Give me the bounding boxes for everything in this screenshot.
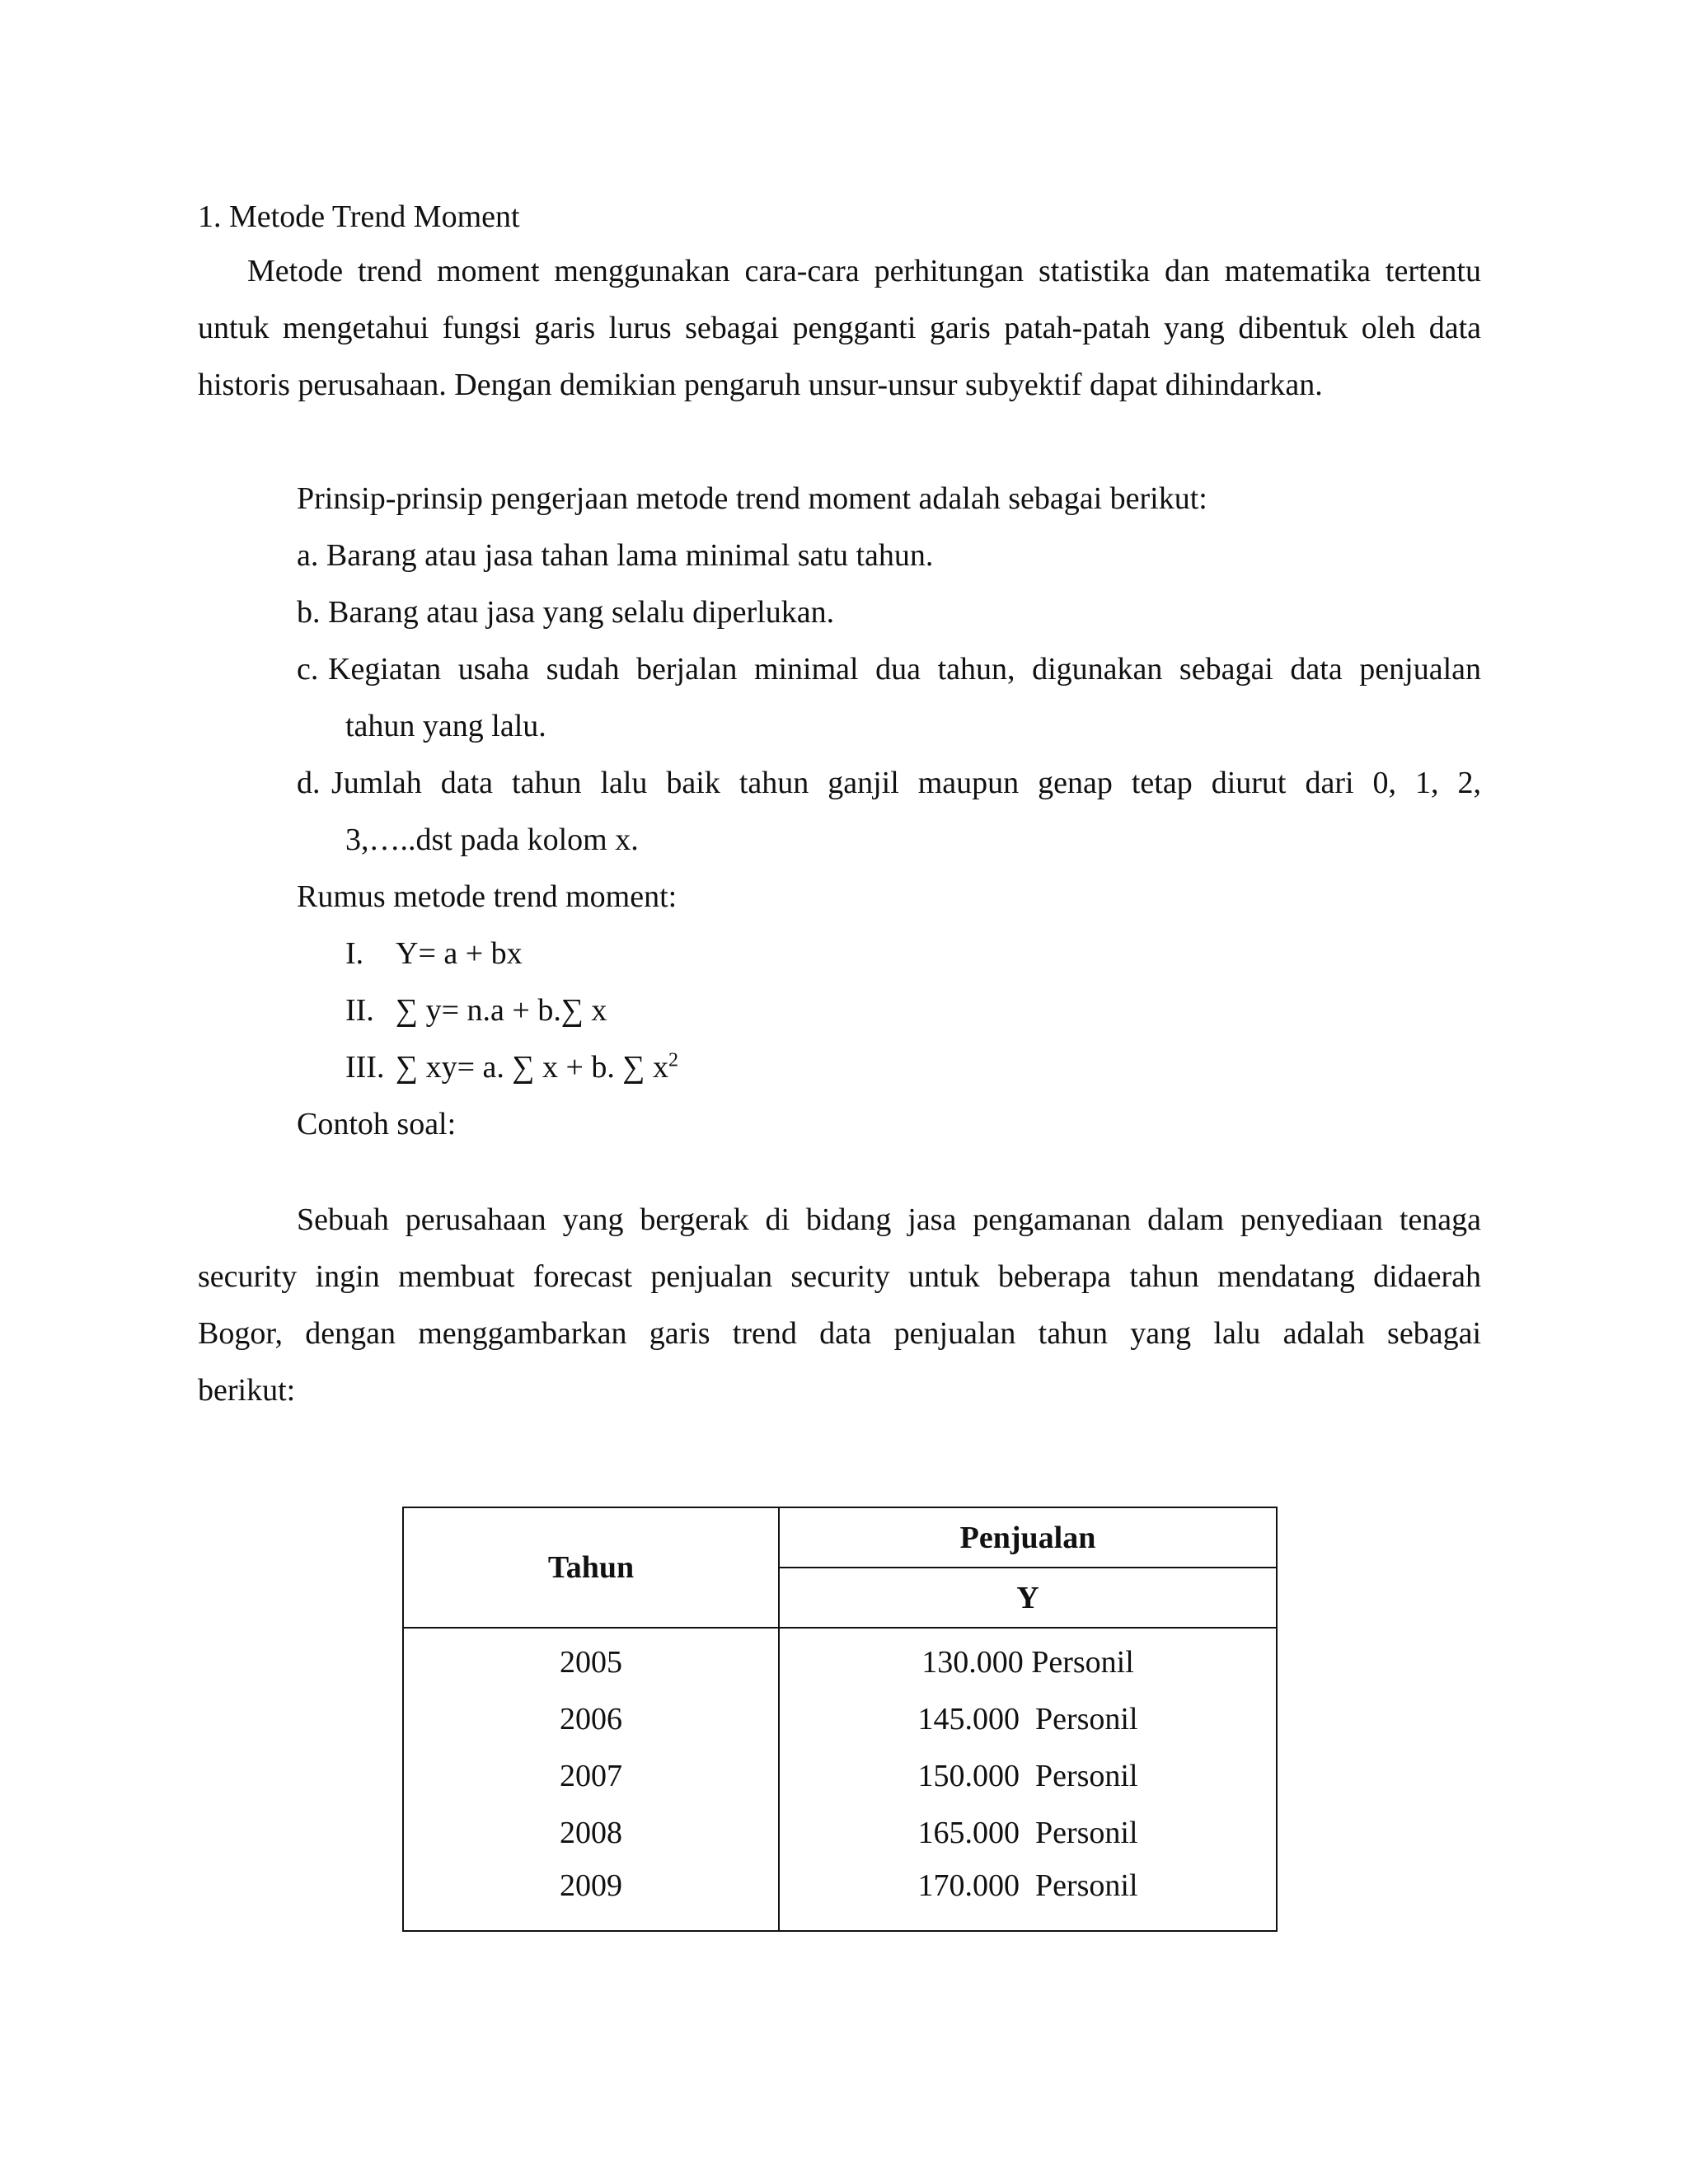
formula-text: Y= a + bx xyxy=(396,936,523,971)
intro-line-2: untuk mengetahui fungsi garis lurus sebagai pengganti garis patah-patah yang dibentuk oleh data xyxy=(198,311,1481,345)
cell-sales: 170.000 Personil xyxy=(779,1861,1277,1931)
formula-text: ∑ y= n.a + b.∑ x xyxy=(396,993,607,1028)
principles-heading: Prinsip-prinsip pengerjaan metode trend moment adalah sebagai berikut: xyxy=(297,481,1207,516)
formula-text: ∑ xy= a. ∑ x + b. ∑ x xyxy=(396,1050,668,1085)
example-line-3: Bogor, dengan menggambarkan garis trend data penjualan tahun yang lalu adalah sebagai xyxy=(198,1316,1481,1351)
section-number: 1. xyxy=(198,199,222,234)
formula-2 xyxy=(345,991,607,1029)
cell-sales: 165.000 Personil xyxy=(779,1804,1277,1861)
intro-line-1: Metode trend moment menggunakan cara-cara perhitungan statistika dan matematika tertentu xyxy=(247,254,1481,288)
formula-1 xyxy=(345,935,523,972)
formula-numeral: II. xyxy=(345,993,374,1028)
principle-item-d-line-1: Jumlah data tahun lalu baik tahun ganjil maupun genap tetap diurut dari 0, 1, 2, xyxy=(331,766,1481,800)
cell-year: 2006 xyxy=(403,1690,779,1747)
column-header-year: Tahun xyxy=(403,1507,779,1628)
principle-item-d-marker: d. xyxy=(297,766,321,800)
item-marker: b. xyxy=(297,595,321,630)
item-marker: a. xyxy=(297,538,319,573)
column-header-sales: Penjualan xyxy=(779,1507,1277,1568)
table-row xyxy=(403,1690,1277,1747)
cell-sales: 145.000 Personil xyxy=(779,1690,1277,1747)
cell-sales: 130.000 Personil xyxy=(779,1628,1277,1690)
formula-superscript: 2 xyxy=(668,1049,678,1071)
table-row xyxy=(403,1628,1277,1690)
table-row xyxy=(403,1747,1277,1804)
cell-year: 2009 xyxy=(403,1861,779,1931)
example-line-2: security ingin membuat forecast penjualan security untuk beberapa tahun mendatang didaerah xyxy=(198,1259,1481,1294)
principle-item-b xyxy=(297,593,834,631)
table-row xyxy=(403,1804,1277,1861)
section-title: Metode Trend Moment xyxy=(229,199,520,234)
principle-item-c-marker: c. xyxy=(297,652,319,687)
cell-year: 2005 xyxy=(403,1628,779,1690)
formula-3 xyxy=(345,1048,678,1086)
column-header-sales-symbol: Y xyxy=(779,1568,1277,1628)
example-heading: Contoh soal: xyxy=(297,1107,457,1141)
principle-item-d-line-2: 3,…..dst pada kolom x. xyxy=(345,823,639,857)
item-text: Barang atau jasa tahan lama minimal satu tahun. xyxy=(326,538,934,573)
principle-item-c-line-1: Kegiatan usaha sudah berjalan minimal dua tahun, digunakan sebagai data penjualan xyxy=(328,652,1481,687)
section-heading xyxy=(198,198,520,236)
cell-year: 2007 xyxy=(403,1747,779,1804)
table-row xyxy=(403,1861,1277,1931)
principle-item-c-line-2: tahun yang lalu. xyxy=(345,709,546,743)
cell-year: 2008 xyxy=(403,1804,779,1861)
example-line-1: Sebuah perusahaan yang bergerak di bidang jasa pengamanan dalam penyediaan tenaga xyxy=(297,1202,1481,1237)
formulas-heading: Rumus metode trend moment: xyxy=(297,879,678,914)
intro-line-3: historis perusahaan. Dengan demikian pengaruh unsur-unsur subyektif dapat dihindarkan. xyxy=(198,368,1323,402)
principle-item-a xyxy=(297,537,933,574)
formula-numeral: I. xyxy=(345,936,364,971)
item-text: Barang atau jasa yang selalu diperlukan. xyxy=(328,595,835,630)
formula-numeral: III. xyxy=(345,1050,385,1085)
example-line-4: berikut: xyxy=(198,1373,296,1408)
cell-sales: 150.000 Personil xyxy=(779,1747,1277,1804)
sales-table xyxy=(402,1507,1278,1932)
